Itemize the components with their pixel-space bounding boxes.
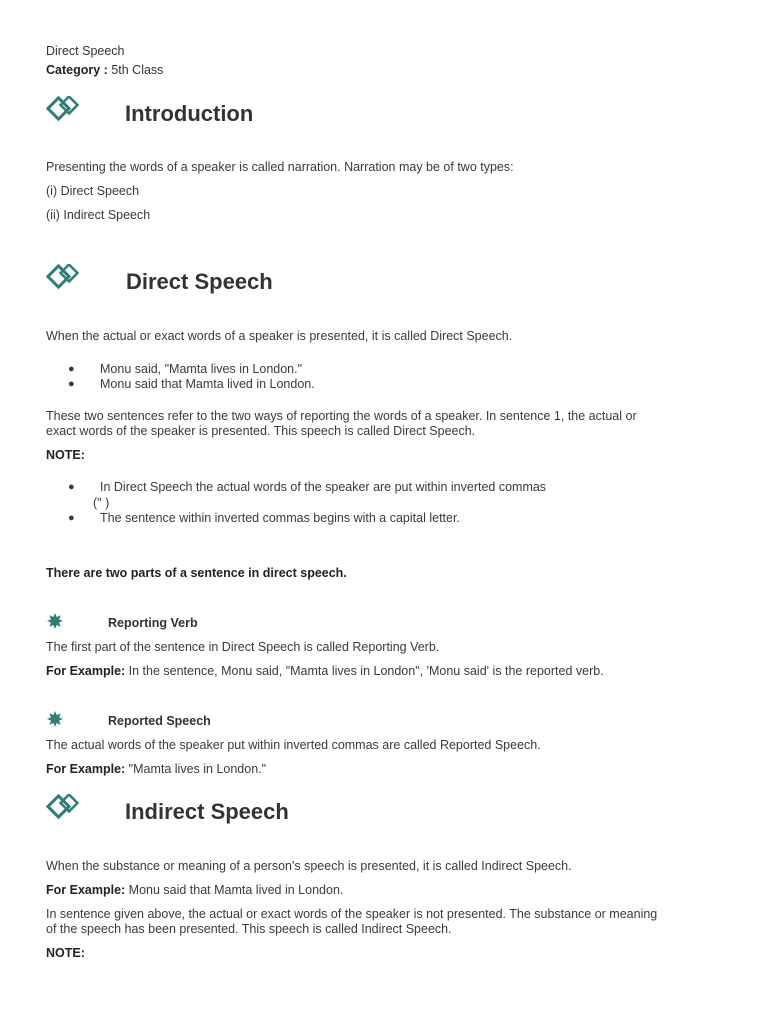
starburst-icon xyxy=(47,711,63,727)
note-continuation: (" ) xyxy=(93,496,110,510)
direct-example-list xyxy=(68,362,315,392)
list-item: ● Monu said that Mamta lived in London. xyxy=(68,377,315,391)
note-list xyxy=(68,480,547,495)
indirect-example xyxy=(46,883,343,898)
two-parts-statement: There are two parts of a sentence in direct speech. xyxy=(46,566,347,580)
category-value: 5th Class xyxy=(111,63,164,77)
reporting-verb-example xyxy=(46,664,604,679)
intro-heading: Introduction xyxy=(125,101,254,126)
example-text: "Mamta lives in London." xyxy=(125,762,267,776)
intro-item-2: (ii) Indirect Speech xyxy=(46,208,151,222)
indirect-note-label: NOTE: xyxy=(46,946,85,960)
direct-explanation-line-2: exact words of the speaker is presented. This speech is called Direct Speech. xyxy=(46,424,476,438)
example-label: For Example: xyxy=(46,883,126,897)
indirect-explanation-line-1: In sentence given above, the actual or exact words of the speaker is not presented. The substance or meaning xyxy=(46,907,658,921)
example-text: In the sentence, Monu said, "Mamta lives in London", 'Monu said' is the reported verb. xyxy=(125,664,604,678)
note-label: NOTE: xyxy=(46,448,85,462)
intro-item-1: (i) Direct Speech xyxy=(46,184,140,198)
reporting-verb-heading: Reporting Verb xyxy=(108,616,198,630)
diamond-icon xyxy=(46,794,82,822)
indirect-explanation-line-2: of the speech has been presented. This speech is called Indirect Speech. xyxy=(46,922,452,936)
category-line xyxy=(46,63,163,78)
reported-speech-heading: Reported Speech xyxy=(108,714,211,728)
example-label: For Example: xyxy=(46,664,126,678)
reporting-verb-paragraph: The first part of the sentence in Direct Speech is called Reporting Verb. xyxy=(46,640,440,654)
diamond-icon xyxy=(46,264,82,292)
direct-heading: Direct Speech xyxy=(126,269,273,294)
doc-title: Direct Speech xyxy=(46,44,125,58)
indirect-heading: Indirect Speech xyxy=(125,799,289,824)
direct-explanation-line-1: These two sentences refer to the two ways of reporting the words of a speaker. In sentence 1, the actual or xyxy=(46,409,637,423)
diamond-icon xyxy=(46,96,82,124)
reported-speech-paragraph: The actual words of the speaker put within inverted commas are called Reported Speech. xyxy=(46,738,541,752)
example-label: For Example: xyxy=(46,762,126,776)
example-text: Monu said that Mamta lived in London. xyxy=(125,883,344,897)
list-item: ● The sentence within inverted commas begins with a capital letter. xyxy=(68,511,460,525)
category-label: Category : xyxy=(46,63,108,77)
list-item: ● In Direct Speech the actual words of the speaker are put within inverted commas xyxy=(68,480,547,494)
reported-speech-example xyxy=(46,762,266,777)
starburst-icon xyxy=(47,613,63,629)
intro-paragraph: Presenting the words of a speaker is called narration. Narration may be of two types: xyxy=(46,160,514,174)
direct-paragraph: When the actual or exact words of a speaker is presented, it is called Direct Speech. xyxy=(46,329,513,343)
list-item: ● Monu said, "Mamta lives in London." xyxy=(68,362,303,376)
indirect-paragraph: When the substance or meaning of a person's speech is presented, it is called Indirect Speech. xyxy=(46,859,572,873)
note-list-2 xyxy=(68,511,460,526)
